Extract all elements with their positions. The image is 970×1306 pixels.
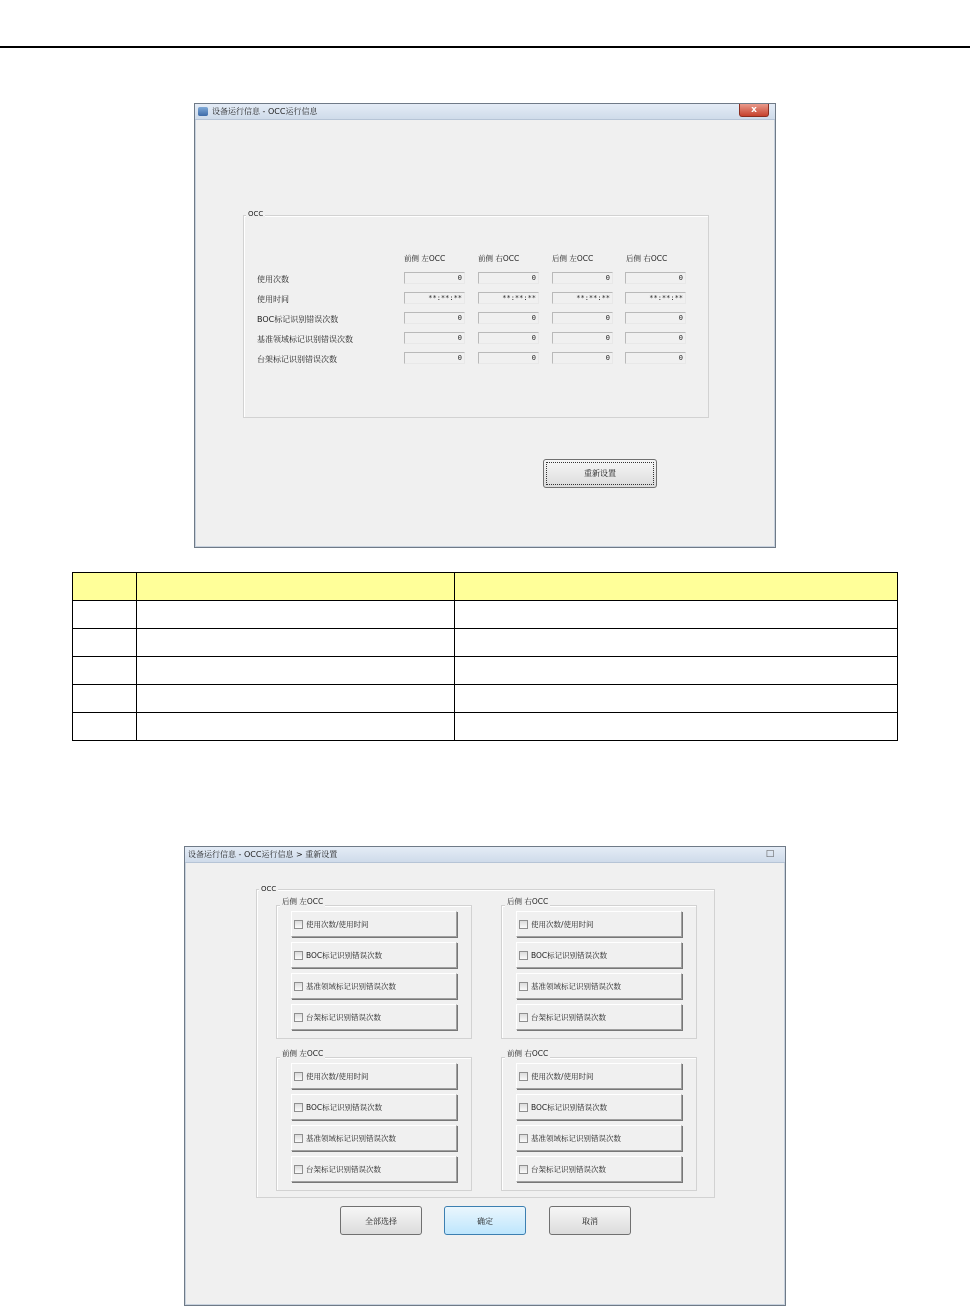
checkbox[interactable] (294, 982, 303, 991)
table-cell (137, 713, 455, 741)
table-cell (455, 713, 898, 741)
checkbox[interactable] (294, 1103, 303, 1112)
row-label-boc-error: BOC标记识别错误次数 (257, 315, 339, 324)
close-button[interactable]: x (739, 104, 769, 117)
option-fiducial-error[interactable]: 基准领域标记识别错误次数 (291, 1125, 457, 1151)
value-field: 0 (552, 332, 613, 344)
table-cell (73, 657, 137, 685)
table-cell (73, 601, 137, 629)
table-header-row (73, 573, 898, 601)
value-field: **:**:** (625, 292, 686, 304)
checkbox[interactable] (519, 1013, 528, 1022)
reset-button[interactable] (543, 459, 657, 488)
table-cell (455, 657, 898, 685)
checkbox[interactable] (294, 1165, 303, 1174)
value-field: 0 (625, 312, 686, 324)
option-boc-error[interactable]: BOC标记识别错误次数 (291, 1094, 457, 1120)
col-header-rear-left: 后侧 左OCC (552, 254, 594, 263)
checkbox[interactable] (519, 982, 528, 991)
reset-button-label: 重新设置 (584, 469, 616, 478)
row-label-stage-error: 台架标记识别错误次数 (257, 355, 337, 364)
option-stage-error[interactable]: 台架标记识别错误次数 (291, 1156, 457, 1182)
option-use-count-time[interactable]: 使用次数/使用时间 (291, 1063, 457, 1089)
option-fiducial-error[interactable]: 基准领域标记识别错误次数 (516, 973, 682, 999)
section-label-front-right: 前侧 右OCC (507, 1049, 549, 1058)
checkbox[interactable] (519, 1072, 528, 1081)
value-field: **:**:** (552, 292, 613, 304)
ok-button[interactable] (444, 1206, 526, 1235)
table-cell (455, 629, 898, 657)
section-label-rear-right: 后侧 右OCC (507, 897, 549, 906)
checkbox[interactable] (519, 920, 528, 929)
value-field: 0 (552, 272, 613, 284)
row-label-use-count: 使用次数 (257, 275, 289, 284)
value-field: 0 (404, 352, 465, 364)
app-icon (198, 107, 208, 116)
title-bar[interactable] (185, 847, 785, 863)
header-cell (455, 573, 898, 601)
value-field: 0 (625, 272, 686, 284)
table-cell (137, 601, 455, 629)
option-use-count-time[interactable]: 使用次数/使用时间 (516, 911, 682, 937)
cancel-label: 取消 (582, 1217, 598, 1226)
value-field: 0 (478, 312, 539, 324)
col-header-front-right: 前侧 右OCC (478, 254, 520, 263)
window-title: 设备运行信息 - OCC运行信息 > 重新设置 (188, 850, 338, 859)
ok-label: 确定 (477, 1217, 493, 1226)
option-stage-error[interactable]: 台架标记识别错误次数 (291, 1004, 457, 1030)
row-label-use-time: 使用时间 (257, 295, 289, 304)
table-cell (137, 629, 455, 657)
value-field: **:**:** (404, 292, 465, 304)
info-table (72, 572, 898, 741)
table-row (73, 685, 898, 713)
maximize-icon[interactable]: □ (765, 849, 775, 859)
option-boc-error[interactable]: BOC标记识别错误次数 (291, 942, 457, 968)
value-field: 0 (625, 352, 686, 364)
checkbox[interactable] (294, 1072, 303, 1081)
select-all-button[interactable] (340, 1206, 422, 1235)
value-field: 0 (478, 332, 539, 344)
reset-dialog-window (184, 846, 786, 1306)
checkbox[interactable] (519, 1134, 528, 1143)
checkbox[interactable] (519, 951, 528, 960)
value-field: **:**:** (478, 292, 539, 304)
title-bar[interactable] (195, 104, 775, 120)
value-field: 0 (404, 272, 465, 284)
occ-group-label: OCC (261, 885, 277, 893)
section-label-front-left: 前侧 左OCC (282, 1049, 324, 1058)
checkbox[interactable] (519, 1165, 528, 1174)
table-row (73, 657, 898, 685)
table-row (73, 601, 898, 629)
checkbox[interactable] (294, 1013, 303, 1022)
option-boc-error[interactable]: BOC标记识别错误次数 (516, 1094, 682, 1120)
checkbox[interactable] (294, 920, 303, 929)
option-fiducial-error[interactable]: 基准领域标记识别错误次数 (291, 973, 457, 999)
option-use-count-time[interactable]: 使用次数/使用时间 (291, 911, 457, 937)
option-use-count-time[interactable]: 使用次数/使用时间 (516, 1063, 682, 1089)
value-field: 0 (404, 332, 465, 344)
col-header-rear-right: 后侧 右OCC (626, 254, 668, 263)
table-cell (73, 685, 137, 713)
checkbox[interactable] (294, 951, 303, 960)
header-cell (137, 573, 455, 601)
occ-group-label: OCC (248, 210, 264, 218)
table-row (73, 629, 898, 657)
row-label-fiducial-error: 基准领域标记识别错误次数 (257, 335, 353, 344)
option-stage-error[interactable]: 台架标记识别错误次数 (516, 1156, 682, 1182)
occ-info-window (194, 103, 776, 548)
table-cell (455, 685, 898, 713)
value-field: 0 (625, 332, 686, 344)
header-cell (73, 573, 137, 601)
table-row (73, 713, 898, 741)
table-cell (137, 657, 455, 685)
option-fiducial-error[interactable]: 基准领域标记识别错误次数 (516, 1125, 682, 1151)
checkbox[interactable] (294, 1134, 303, 1143)
table-cell (137, 685, 455, 713)
page-header-rule (0, 0, 970, 48)
value-field: 0 (478, 352, 539, 364)
option-boc-error[interactable]: BOC标记识别错误次数 (516, 942, 682, 968)
section-label-rear-left: 后侧 左OCC (282, 897, 324, 906)
value-field: 0 (404, 312, 465, 324)
select-all-label: 全部选择 (365, 1217, 397, 1226)
checkbox[interactable] (519, 1103, 528, 1112)
value-field: 0 (552, 352, 613, 364)
cancel-button[interactable] (549, 1206, 631, 1235)
option-stage-error[interactable]: 台架标记识别错误次数 (516, 1004, 682, 1030)
table-cell (73, 629, 137, 657)
value-field: 0 (478, 272, 539, 284)
value-field: 0 (552, 312, 613, 324)
table-cell (73, 713, 137, 741)
table-cell (455, 601, 898, 629)
window-title: 设备运行信息 - OCC运行信息 (212, 107, 318, 116)
col-header-front-left: 前侧 左OCC (404, 254, 446, 263)
